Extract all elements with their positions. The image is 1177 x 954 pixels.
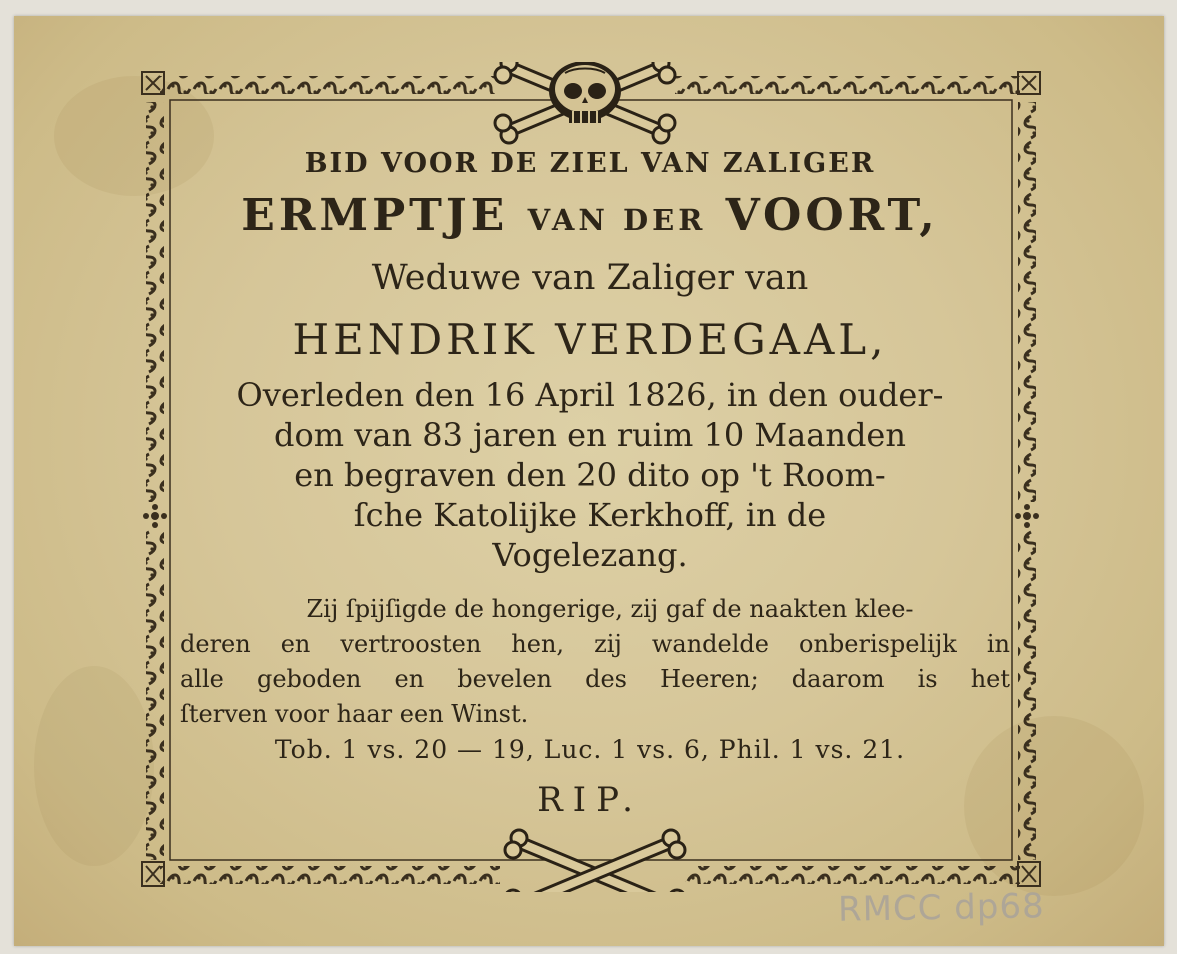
skull-and-crossbones-icon xyxy=(495,62,675,143)
fleuron-icon xyxy=(143,504,167,528)
spouse-name: HENDRIK VERDEGAAL, xyxy=(292,315,888,364)
death-details-line: en begraven den 20 dito op 't Room- xyxy=(294,456,886,494)
verse-line: Zij ſpijſigde de hongerige, zij gaf de naakten klee- xyxy=(306,595,914,623)
paper-stain xyxy=(34,666,154,866)
deceased-name-particle: VAN DER xyxy=(527,203,707,237)
death-details-line: dom van 83 jaren en ruim 10 Maanden xyxy=(274,416,906,454)
rip-text: RIP. xyxy=(537,780,643,820)
death-details-line: ſche Katolijke Kerkhoff, in de xyxy=(353,496,827,534)
verse-line: ſterven voor haar een Winst. xyxy=(180,700,529,728)
scripture-references: Tob. 1 vs. 20 — 19, Luc. 1 vs. 6, Phil. 1 vs. 21. xyxy=(274,735,906,764)
death-details xyxy=(170,375,1010,575)
death-details-line: Overleden den 16 April 1826, in den ouder- xyxy=(236,376,944,414)
deceased-first-name: ERMPTJE xyxy=(241,190,509,241)
death-details-line: Vogelezang. xyxy=(492,536,688,574)
heading-prayer: BID VOOR DE ZIEL VAN ZALIGER xyxy=(304,148,876,179)
widow-of-line: Weduwe van Zaliger van xyxy=(371,258,809,298)
verse-line: alle geboden en bevelen des Heeren; daarom is het xyxy=(180,665,1010,693)
crossbones-icon xyxy=(505,830,685,892)
deceased-last-name: VOORT, xyxy=(725,190,939,241)
fleuron-icon xyxy=(1015,504,1039,528)
verse-line: deren en vertroosten hen, zij wandelde onberispelijk in xyxy=(180,630,1010,658)
deceased-name xyxy=(170,190,1010,241)
scripture-verse xyxy=(170,592,1010,732)
catalog-pencil-mark: RMCC dp68 xyxy=(837,886,1046,930)
